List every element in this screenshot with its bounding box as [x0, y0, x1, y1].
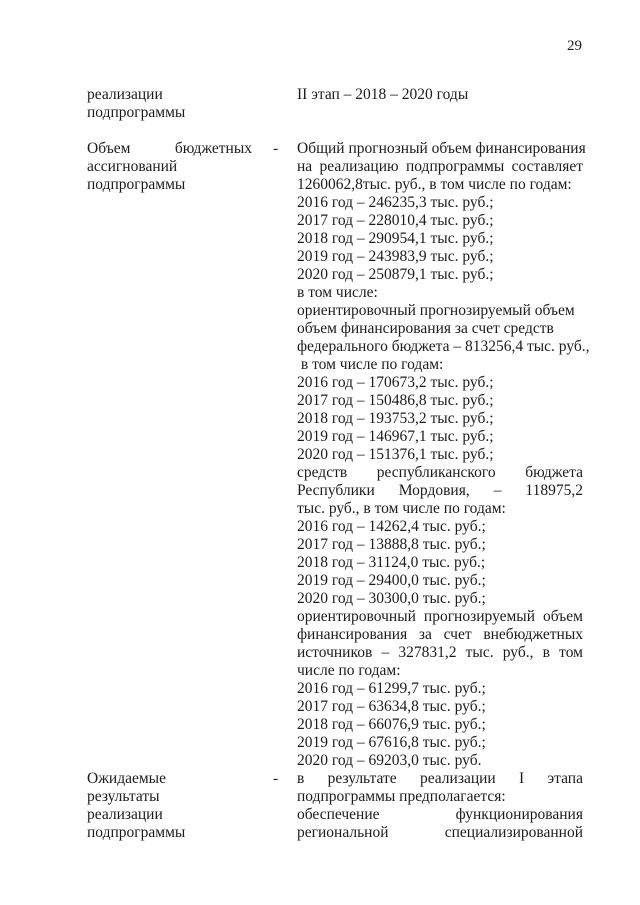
content-line — [297, 608, 583, 626]
content-line: 2020 год – 250879,1 тыс. руб.; — [297, 266, 494, 283]
content-word: внебюджетных — [483, 626, 583, 643]
content-line: 2018 год – 66076,9 тыс. руб.; — [297, 716, 486, 733]
row-label — [87, 770, 252, 842]
page-number: 29 — [567, 38, 582, 54]
content-word: ориентировочный — [297, 608, 416, 625]
content-word: обеспечение — [297, 806, 380, 823]
content-word: – — [381, 644, 390, 661]
content-line: объем финансирования за счет средств — [297, 320, 554, 337]
content-line — [297, 464, 583, 482]
content-line: федерального бюджета – 813256,4 тыс. руб., — [297, 338, 590, 355]
row-dash: - — [273, 140, 279, 157]
row-label — [87, 140, 252, 194]
content-word: I — [519, 770, 525, 787]
content-word: бюджета — [525, 464, 583, 481]
label-word: бюджетных — [174, 140, 252, 157]
content-line: 2020 год – 151376,1 тыс. руб.; — [297, 446, 494, 463]
content-line: 2017 год – 63634,8 тыс. руб.; — [297, 698, 486, 715]
content-word: тыс. — [465, 644, 494, 661]
content-line: в том числе по годам: — [297, 356, 444, 373]
content-line: 2018 год – 193753,2 тыс. руб.; — [297, 410, 494, 427]
content-line: 2020 год – 30300,0 тыс. руб.; — [297, 590, 486, 607]
label-line: ассигнований — [87, 158, 178, 175]
label-line: подпрограммы — [87, 824, 186, 841]
content-line: II этап – 2018 – 2020 годы — [297, 86, 469, 103]
content-word: составляет — [511, 158, 583, 175]
content-word: реализации — [419, 770, 496, 787]
content-word: специализированной — [444, 824, 583, 841]
content-word: 327831,2 — [398, 644, 457, 661]
content-word: результате — [327, 770, 397, 787]
content-word: за — [418, 626, 432, 643]
content-word: счет — [443, 626, 472, 643]
row-content — [297, 140, 590, 770]
content-line: 1260062,8тыс. руб., в том числе по годам: — [297, 176, 572, 193]
content-word: средств — [297, 464, 348, 481]
content-word: в — [297, 770, 305, 787]
label-line: реализации — [87, 86, 163, 103]
content-line: 2019 год – 146967,1 тыс. руб.; — [297, 428, 494, 445]
label-line: Ожидаемые — [87, 770, 166, 787]
content-line: 2019 год – 67616,8 тыс. руб.; — [297, 734, 486, 751]
label-word: Объем — [87, 140, 131, 157]
content-word: объем — [543, 608, 583, 625]
content-line — [297, 158, 583, 176]
content-word: – — [493, 482, 502, 499]
label-line — [87, 140, 252, 158]
content-line: 2018 год – 31124,0 тыс. руб.; — [297, 554, 486, 571]
content-line — [297, 806, 583, 824]
content-word: на — [297, 158, 313, 175]
content-word: Мордовия, — [398, 482, 470, 499]
content-word: руб., — [502, 644, 534, 661]
content-line: 2016 год – 61299,7 тыс. руб.; — [297, 680, 486, 697]
content-word: том — [559, 644, 583, 661]
content-word: этапа — [547, 770, 583, 787]
content-line: 2017 год – 228010,4 тыс. руб.; — [297, 212, 494, 229]
content-line: 2020 год – 69203,0 тыс. руб. — [297, 752, 482, 769]
content-line: 2017 год – 150486,8 тыс. руб.; — [297, 392, 494, 409]
content-line: 2016 год – 14262,4 тыс. руб.; — [297, 518, 486, 535]
content-line: подпрограммы предполагается: — [297, 788, 506, 805]
content-line: 2017 год – 13888,8 тыс. руб.; — [297, 536, 486, 553]
content-line: 2019 год – 29400,0 тыс. руб.; — [297, 572, 486, 589]
content-word: источников — [297, 644, 373, 661]
content-line — [297, 770, 583, 788]
content-word: в — [542, 644, 550, 661]
content-line: 2018 год – 290954,1 тыс. руб.; — [297, 230, 494, 247]
content-line: 2016 год – 246235,3 тыс. руб.; — [297, 194, 494, 211]
content-word: функционирования — [455, 806, 583, 823]
content-word: реализацию — [319, 158, 399, 175]
content-word: подпрограммы — [405, 158, 505, 175]
content-line — [297, 824, 583, 842]
row-dash: - — [273, 770, 279, 787]
content-line: 2016 год – 170673,2 тыс. руб.; — [297, 374, 494, 391]
content-line — [297, 626, 583, 644]
content-word: финансирования — [297, 626, 408, 643]
content-line: ориентировочный прогнозируемый объем — [297, 302, 575, 319]
label-line: подпрограммы — [87, 104, 186, 121]
content-line: числе по годам: — [297, 662, 401, 679]
content-line: тыс. руб., в том числе по годам: — [297, 500, 506, 517]
label-line: подпрограммы — [87, 176, 186, 193]
content-line — [297, 482, 583, 500]
content-word: республиканского — [376, 464, 496, 481]
content-line: Общий прогнозный объем финансирования — [297, 140, 586, 157]
label-line: результаты — [87, 788, 160, 805]
label-line: реализации — [87, 806, 163, 823]
content-word: прогнозируемый — [423, 608, 536, 625]
content-line: 2019 год – 243983,9 тыс. руб.; — [297, 248, 494, 265]
content-word: 118975,2 — [525, 482, 583, 499]
row-content — [297, 770, 583, 842]
row-content — [297, 86, 583, 104]
content-word: региональной — [297, 824, 389, 841]
content-line: в том числе: — [297, 284, 378, 301]
content-line — [297, 644, 583, 662]
row-label — [87, 86, 252, 122]
content-word: Республики — [297, 482, 375, 499]
